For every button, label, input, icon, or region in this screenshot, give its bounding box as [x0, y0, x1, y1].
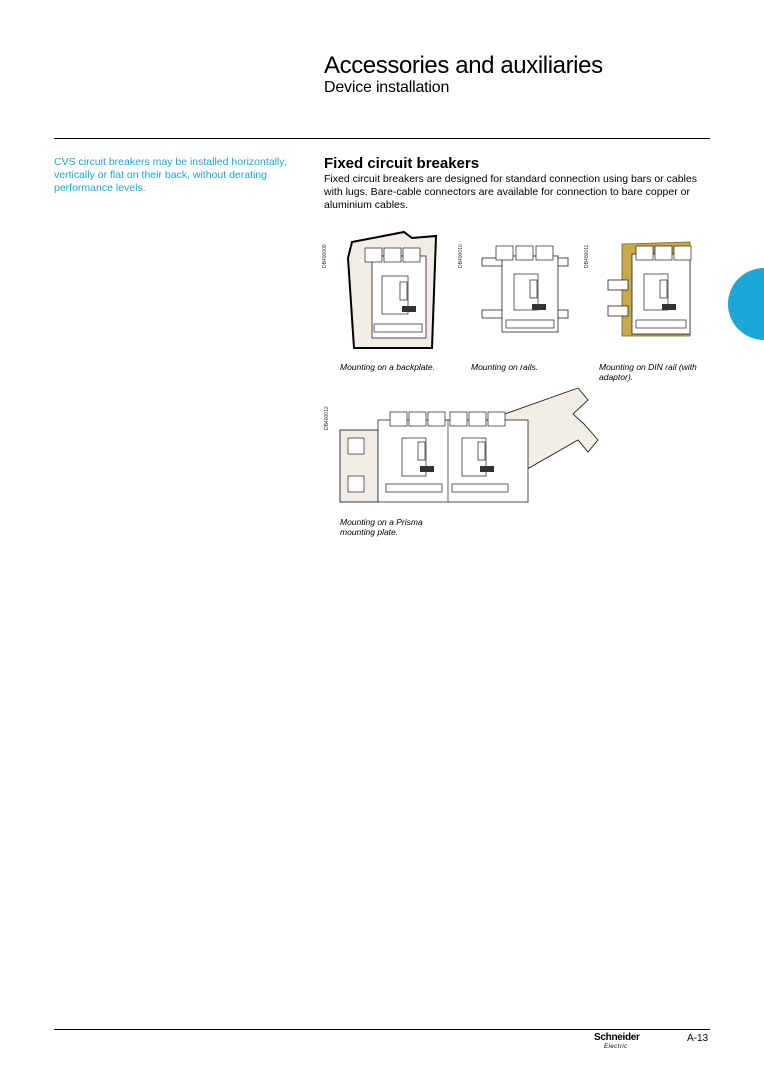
page-title: Accessories and auxiliaries [324, 52, 603, 79]
figure-caption: Mounting on a backplate. [340, 362, 435, 372]
header-rule [54, 138, 710, 139]
figure-rails [478, 236, 578, 336]
section-title: Fixed circuit breakers [324, 155, 480, 172]
side-note: CVS circuit breakers may be installed horizontally, vertically or flat on their back, without derating performance levels. [54, 156, 287, 194]
figure-caption: Mounting on a Prisma mounting plate. [340, 517, 423, 537]
figure-din-rail [600, 236, 700, 340]
figure-prisma-plate [338, 380, 608, 510]
page-subtitle: Device installation [324, 79, 450, 96]
figure-code: DB400011 [584, 244, 590, 268]
chapter-tab-marker [728, 268, 764, 340]
logo-brand-sub: Electric [604, 1044, 628, 1050]
figure-code: DB400012 [324, 406, 330, 430]
figure-code: DB400009 [322, 244, 328, 268]
schneider-electric-logo [594, 1031, 654, 1053]
footer-rule [54, 1029, 710, 1030]
page-number: A-13 [687, 1033, 709, 1044]
figure-caption: Mounting on DIN rail (with adaptor). [599, 362, 697, 382]
section-body: Fixed circuit breakers are designed for standard connection using bars or cables with lugs. Bare-cable connectors are available for connection to bare copper or aluminium cables. [324, 173, 697, 211]
figure-code: DB400010 [458, 244, 464, 268]
figure-backplate [338, 228, 448, 350]
figure-caption: Mounting on rails. [471, 362, 539, 372]
logo-brand: Schneider [594, 1032, 640, 1043]
